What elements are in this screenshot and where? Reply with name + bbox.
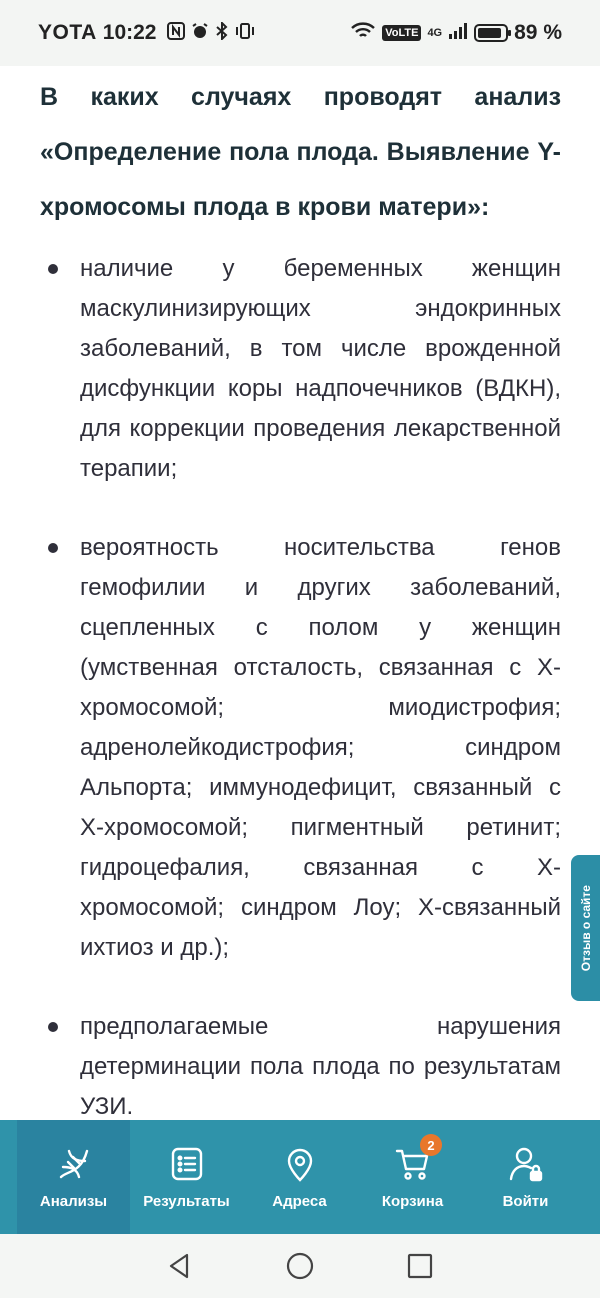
battery-icon [474, 24, 508, 42]
nav-addresses[interactable] [243, 1120, 356, 1234]
nav-cart[interactable] [356, 1120, 469, 1234]
signal-icon [448, 22, 468, 45]
map-pin-icon [281, 1145, 319, 1183]
section-heading: В каких случаях проводят анализ «Определение пола плода. Выявление Y-хромосомы плода в крови матери»: [40, 83, 561, 221]
list-item-text: предполагаемые нарушения детерминации пола плода по результатам УЗИ. [80, 1013, 561, 1120]
volte-badge: VoLTE [382, 25, 421, 41]
clock: 10:22 [102, 21, 157, 44]
list-item [40, 249, 561, 489]
bullet-icon [48, 264, 58, 274]
dna-icon [55, 1145, 93, 1183]
alarm-icon [191, 22, 209, 45]
recents-icon[interactable] [405, 1251, 435, 1281]
cart-badge: 2 [420, 1134, 442, 1156]
list-icon [168, 1145, 206, 1183]
list-item [40, 528, 561, 968]
nav-addresses-label: Адреса [272, 1192, 327, 1210]
status-bar [0, 0, 600, 66]
nav-cart-label: Корзина [381, 1192, 444, 1210]
user-lock-icon [507, 1145, 545, 1183]
system-nav-bar [0, 1234, 600, 1298]
indications-list [40, 249, 561, 1127]
nav-tests[interactable] [17, 1120, 130, 1234]
home-icon[interactable] [285, 1251, 315, 1281]
list-item-text: вероятность носительства генов гемофилии и других заболеваний, сцепленных с полом у женщин (умственная отсталость, связанная с X-хромосомой; миодистрофия; адренолейкодистрофия; синдром Альпорта; иммунодефицит, связанный с X-хромосомой; пигментный ретинит; гидроцефалия, связанная с X-хромосомой; синдром Лоу; X-связанный ихтиоз и др.); [80, 534, 561, 961]
bullet-icon [48, 1022, 58, 1032]
back-icon[interactable] [165, 1251, 195, 1281]
list-item-text: наличие у беременных женщин маскулинизирующих эндокринных заболеваний, в том числе врожденной дисфункции коры надпочечников (ВДКН), для коррекции проведения лекарственной терапии; [80, 255, 561, 482]
wifi-icon [350, 22, 376, 45]
nfc-icon [167, 22, 185, 45]
bluetooth-icon [215, 22, 229, 45]
bullet-icon [48, 543, 58, 553]
nav-login-label: Войти [502, 1192, 549, 1210]
nav-results[interactable] [130, 1120, 243, 1234]
carrier-name: YOTA [38, 21, 97, 44]
nav-login[interactable] [469, 1120, 582, 1234]
nav-tests-label: Анализы [39, 1192, 108, 1210]
list-item [40, 1007, 561, 1127]
feedback-tab-label: Отзыв о сайте [578, 884, 593, 972]
nav-results-label: Результаты [143, 1192, 230, 1210]
network-type: 4G [427, 27, 443, 39]
bottom-nav [0, 1120, 600, 1234]
article-content [40, 70, 561, 1166]
vibrate-icon [235, 22, 255, 45]
battery-percent: 89 % [514, 21, 562, 44]
feedback-tab[interactable] [571, 855, 600, 1001]
